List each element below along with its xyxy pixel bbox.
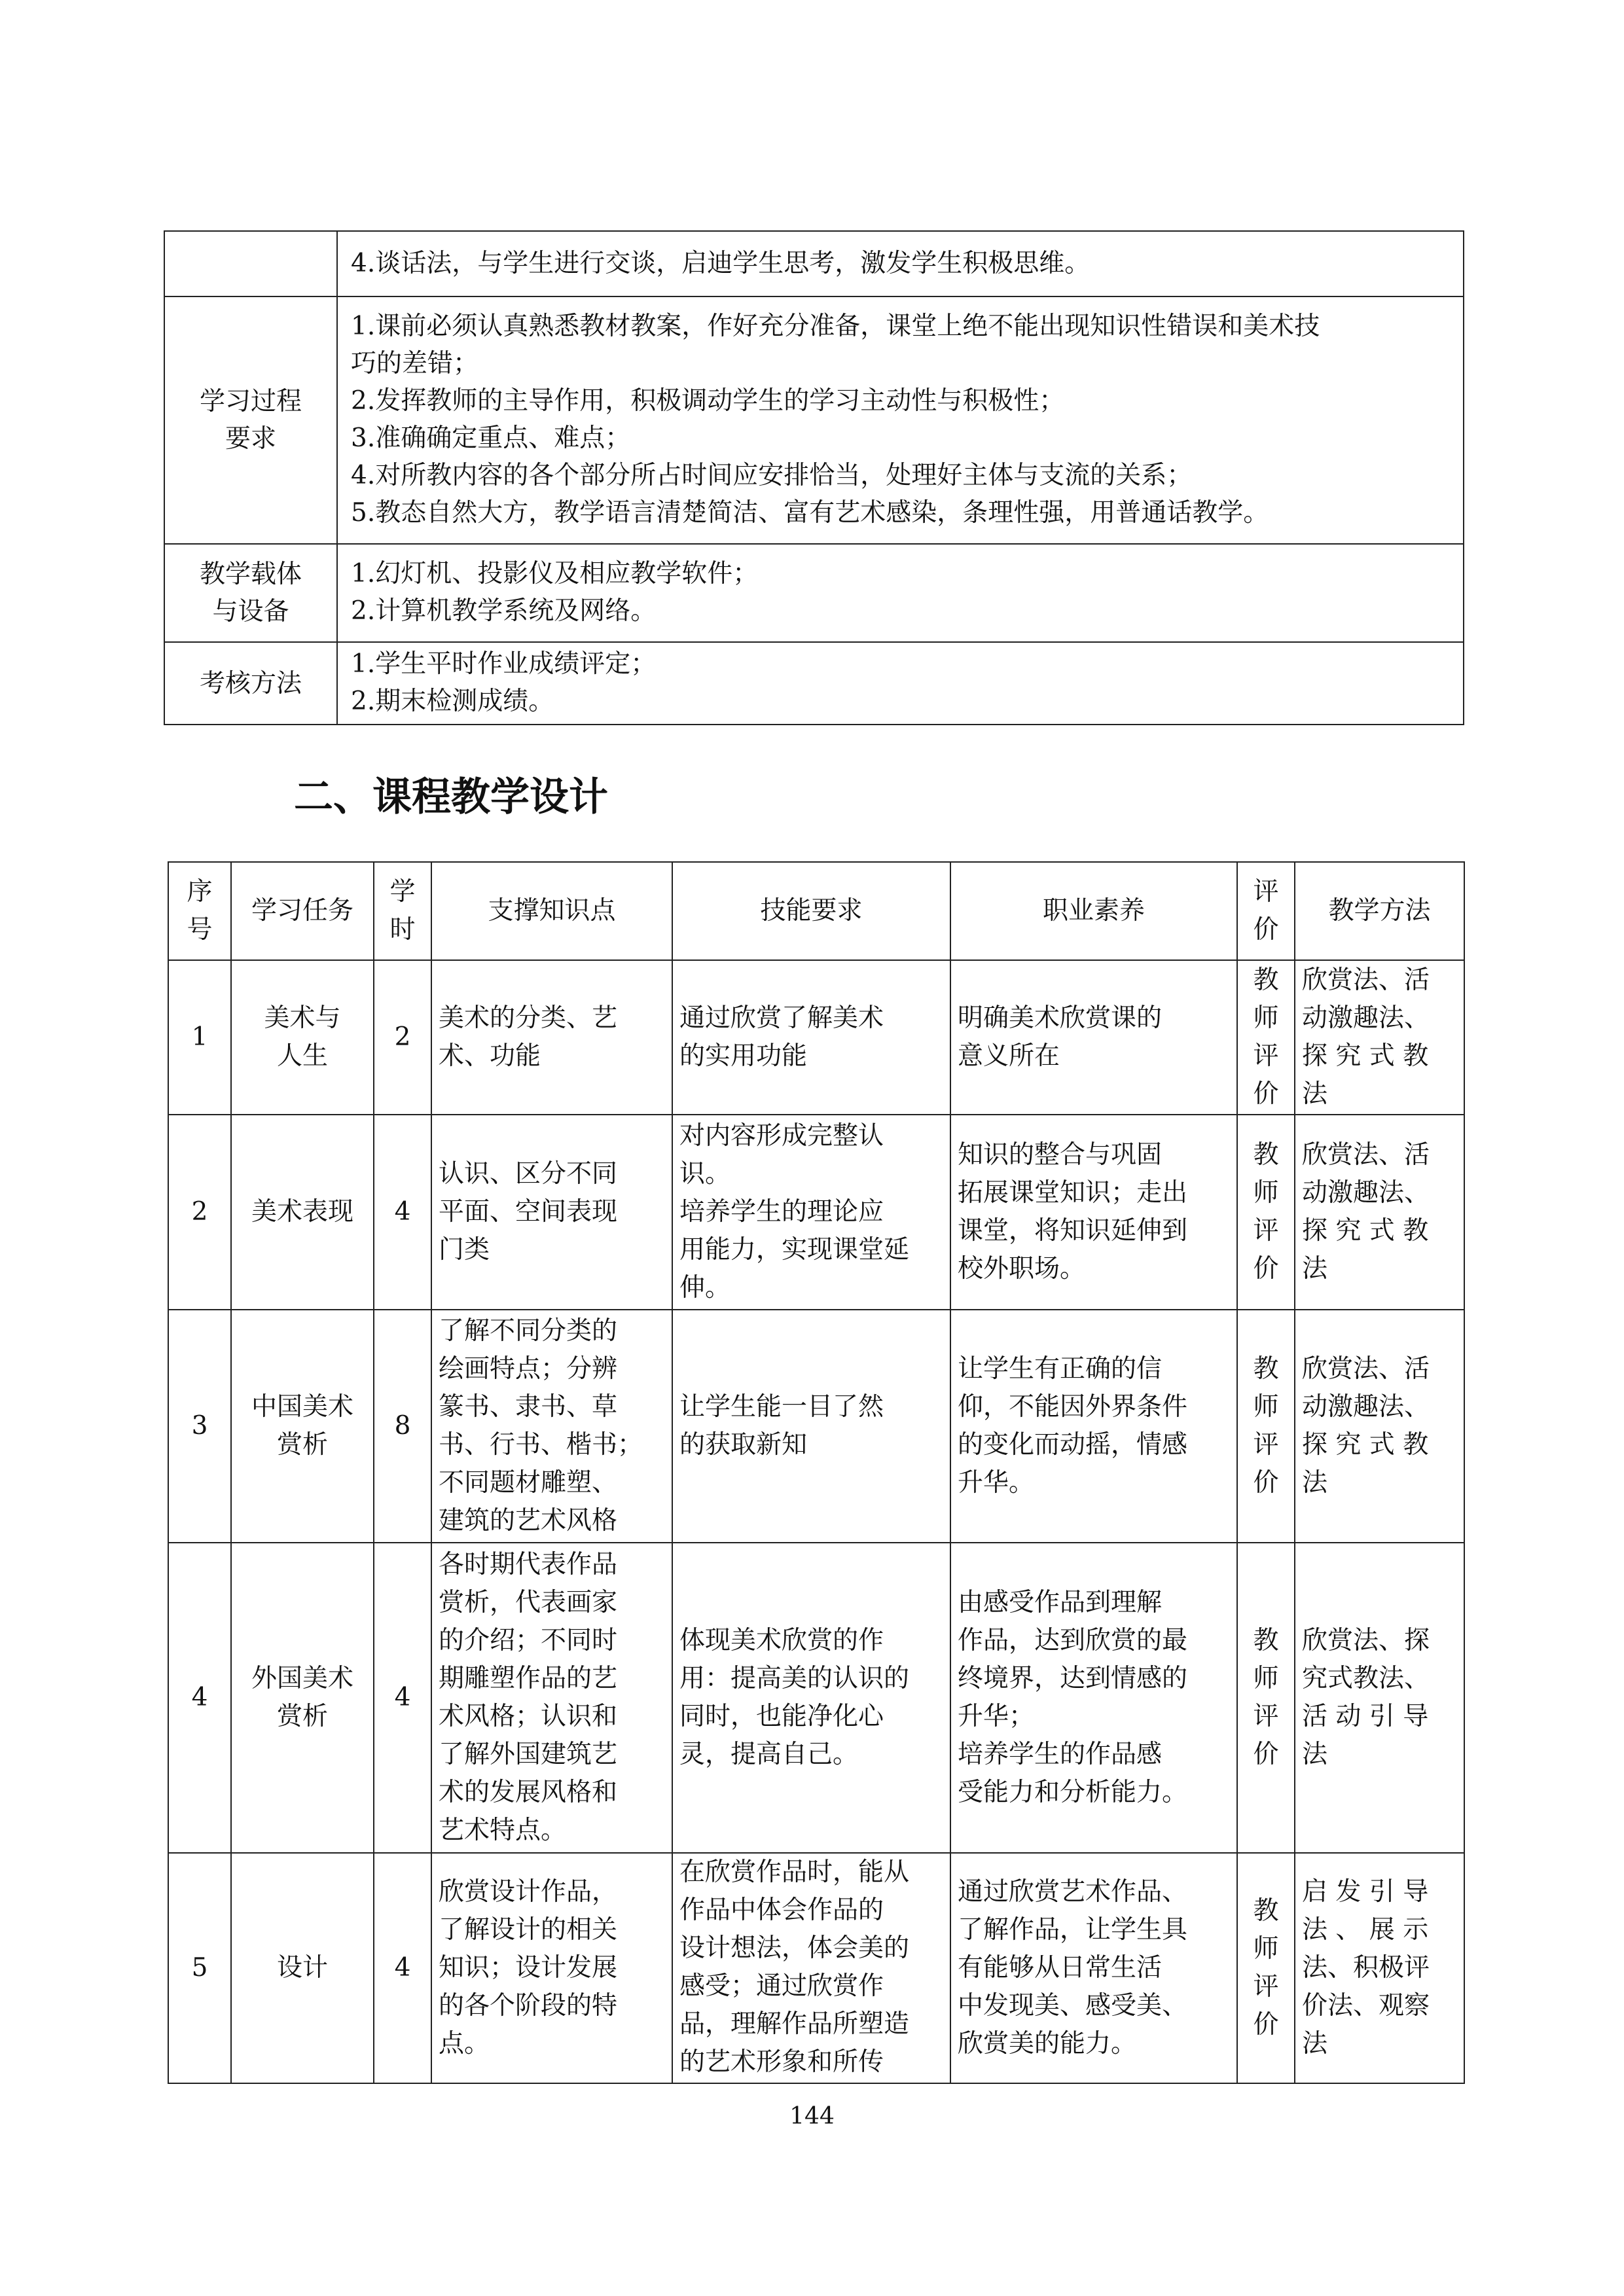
table-header-row bbox=[168, 862, 1464, 960]
table-row bbox=[164, 642, 1464, 725]
cell-line: 课堂，将知识延伸到 bbox=[958, 1216, 1188, 1246]
cell-method bbox=[1295, 1310, 1464, 1543]
cell-line: 作品，达到欣赏的最 bbox=[958, 1626, 1188, 1655]
cell-line: 人生 bbox=[276, 1041, 328, 1071]
cell-line: 通过欣赏了解美术 bbox=[679, 1003, 884, 1033]
cell-line: 赏析，代表画家 bbox=[439, 1588, 618, 1617]
cell-line: 平面、空间表现 bbox=[439, 1197, 618, 1227]
cell-line: 有能够从日常生活 bbox=[958, 1953, 1163, 1982]
cell-hours: 2 bbox=[374, 960, 431, 1115]
cell-seq: 1 bbox=[168, 960, 231, 1115]
cell-line: 了解外国建筑艺 bbox=[439, 1740, 618, 1769]
cell-line: 点。 bbox=[439, 2029, 490, 2058]
cell-line: 的介绍；不同时 bbox=[439, 1626, 618, 1655]
header-line: 号 bbox=[187, 915, 213, 944]
cell-seq: 4 bbox=[168, 1543, 231, 1853]
content-line: 1.幻灯机、投影仪及相应教学软件； bbox=[351, 559, 759, 588]
page-number: 144 bbox=[789, 2103, 835, 2130]
cell-line: 作品中体会作品的 bbox=[679, 1895, 884, 1925]
cell-method bbox=[1295, 1853, 1464, 2083]
cell-skill bbox=[672, 1115, 950, 1310]
table-row bbox=[164, 544, 1464, 642]
cell-line: 动激趣法、 bbox=[1302, 1003, 1430, 1033]
cell-line: 价 bbox=[1253, 2010, 1279, 2039]
cell-line: 让学生有正确的信 bbox=[958, 1354, 1163, 1384]
cell-line: 评 bbox=[1253, 1702, 1279, 1731]
cell-line: 美术与 bbox=[264, 1003, 341, 1033]
row-label bbox=[164, 231, 337, 296]
cell-line: 拓展课堂知识；走出 bbox=[958, 1178, 1188, 1208]
cell-task bbox=[231, 1853, 374, 2083]
cell-line: 设计想法，体会美的 bbox=[679, 1933, 910, 1963]
header-seq bbox=[168, 862, 231, 960]
label-line: 学习过程 bbox=[199, 387, 302, 416]
cell-line: 动激趣法、 bbox=[1302, 1392, 1430, 1422]
cell-line: 美术表现 bbox=[251, 1197, 353, 1227]
cell-line: 探 究 式 教 bbox=[1302, 1430, 1429, 1460]
row-label bbox=[164, 544, 337, 642]
cell-line: 知识；设计发展 bbox=[439, 1953, 618, 1982]
cell-hours: 4 bbox=[374, 1543, 431, 1853]
cell-literacy bbox=[950, 1310, 1237, 1543]
cell-line: 了解作品，让学生具 bbox=[958, 1915, 1188, 1945]
cell-task bbox=[231, 1543, 374, 1853]
content-line: 1.课前必须认真熟悉教材教案，作好充分准备，课堂上绝不能出现知识性错误和美术技 bbox=[351, 312, 1320, 341]
cell-line: 美术的分类、艺 bbox=[439, 1003, 618, 1033]
cell-line: 培养学生的理论应 bbox=[679, 1197, 884, 1227]
cell-line: 意义所在 bbox=[958, 1041, 1060, 1071]
cell-literacy bbox=[950, 960, 1237, 1115]
cell-line: 在欣赏作品时，能从 bbox=[679, 1857, 910, 1887]
cell-knowledge bbox=[431, 1853, 672, 2083]
cell-line: 究式教法、 bbox=[1302, 1664, 1430, 1693]
cell-line: 同时，也能净化心 bbox=[679, 1702, 884, 1731]
content-line: 2.发挥教师的主导作用，积极调动学生的学习主动性与积极性； bbox=[351, 386, 1065, 416]
course-design-table bbox=[168, 861, 1465, 2084]
cell-line: 知识的整合与巩固 bbox=[958, 1140, 1163, 1170]
cell-line: 的实用功能 bbox=[679, 1041, 808, 1071]
cell-line: 识。 bbox=[679, 1159, 731, 1189]
header-knowledge: 支撑知识点 bbox=[431, 862, 672, 960]
cell-literacy bbox=[950, 1543, 1237, 1853]
cell-line: 活 动 引 导 bbox=[1302, 1702, 1429, 1731]
row-content bbox=[337, 296, 1464, 544]
content-line: 1.学生平时作业成绩评定； bbox=[351, 649, 657, 679]
cell-line: 设计 bbox=[276, 1953, 328, 1982]
header-line: 评 bbox=[1253, 877, 1279, 906]
table-row bbox=[168, 1310, 1464, 1543]
label-line: 要求 bbox=[225, 424, 276, 454]
cell-line: 对内容形成完整认 bbox=[679, 1121, 884, 1151]
cell-line: 师 bbox=[1253, 1003, 1279, 1033]
cell-knowledge bbox=[431, 960, 672, 1115]
cell-line: 用：提高美的认识的 bbox=[679, 1664, 910, 1693]
cell-hours: 4 bbox=[374, 1115, 431, 1310]
cell-knowledge bbox=[431, 1115, 672, 1310]
cell-line: 探 究 式 教 bbox=[1302, 1216, 1429, 1246]
cell-line: 术风格；认识和 bbox=[439, 1702, 618, 1731]
cell-line: 培养学生的作品感 bbox=[958, 1740, 1163, 1769]
cell-line: 教 bbox=[1253, 1140, 1279, 1170]
cell-line: 师 bbox=[1253, 1392, 1279, 1422]
cell-line: 教 bbox=[1253, 1354, 1279, 1384]
cell-line: 价 bbox=[1253, 1254, 1279, 1283]
cell-line: 赏析 bbox=[276, 1702, 328, 1731]
cell-seq: 2 bbox=[168, 1115, 231, 1310]
content-line: 巧的差错； bbox=[351, 349, 479, 378]
cell-knowledge bbox=[431, 1310, 672, 1543]
cell-line: 术、功能 bbox=[439, 1041, 541, 1071]
cell-line: 由感受作品到理解 bbox=[958, 1588, 1163, 1617]
header-eval bbox=[1237, 862, 1295, 960]
header-line: 序 bbox=[187, 877, 213, 906]
cell-method bbox=[1295, 1115, 1464, 1310]
table-row bbox=[168, 1115, 1464, 1310]
table-row bbox=[168, 960, 1464, 1115]
table-row bbox=[164, 231, 1464, 296]
content-line: 2.期末检测成绩。 bbox=[351, 687, 554, 716]
cell-eval bbox=[1237, 1853, 1295, 2083]
cell-line: 探 究 式 教 bbox=[1302, 1041, 1429, 1071]
content-line: 4.对所教内容的各个部分所占时间应安排恰当，处理好主体与支流的关系； bbox=[351, 461, 1193, 490]
cell-hours: 8 bbox=[374, 1310, 431, 1543]
cell-line: 认识、区分不同 bbox=[439, 1159, 618, 1189]
header-line: 学 bbox=[389, 877, 416, 906]
row-content bbox=[337, 544, 1464, 642]
cell-eval bbox=[1237, 960, 1295, 1115]
cell-literacy bbox=[950, 1115, 1237, 1310]
cell-line: 用能力，实现课堂延 bbox=[679, 1235, 910, 1265]
cell-skill bbox=[672, 1853, 950, 2083]
cell-line: 艺术特点。 bbox=[439, 1816, 567, 1845]
table-row bbox=[164, 296, 1464, 544]
cell-line: 价法、观察 bbox=[1302, 1991, 1430, 2020]
cell-hours: 4 bbox=[374, 1853, 431, 2083]
cell-line: 法 bbox=[1302, 1468, 1328, 1498]
content-line: 5.教态自然大方，教学语言清楚简洁、富有艺术感染，条理性强，用普通话教学。 bbox=[351, 498, 1269, 528]
header-method: 教学方法 bbox=[1295, 862, 1464, 960]
header-task: 学习任务 bbox=[231, 862, 374, 960]
cell-line: 伸。 bbox=[679, 1273, 731, 1302]
cell-line: 师 bbox=[1253, 1178, 1279, 1208]
cell-line: 价 bbox=[1253, 1079, 1279, 1109]
cell-line: 绘画特点；分辨 bbox=[439, 1354, 618, 1384]
header-line: 时 bbox=[389, 915, 416, 944]
cell-line: 的变化而动摇，情感 bbox=[958, 1430, 1188, 1460]
cell-line: 仰，不能因外界条件 bbox=[958, 1392, 1188, 1422]
cell-skill bbox=[672, 1543, 950, 1853]
cell-eval bbox=[1237, 1310, 1295, 1543]
cell-line: 欣赏法、探 bbox=[1302, 1626, 1430, 1655]
cell-line: 价 bbox=[1253, 1740, 1279, 1769]
header-literacy: 职业素养 bbox=[950, 862, 1237, 960]
table-row bbox=[168, 1853, 1464, 2083]
cell-line: 了解不同分类的 bbox=[439, 1316, 618, 1346]
row-label: 考核方法 bbox=[164, 642, 337, 725]
cell-line: 教 bbox=[1253, 1626, 1279, 1655]
cell-line: 教 bbox=[1253, 965, 1279, 995]
cell-line: 书、行书、楷书； bbox=[439, 1430, 643, 1460]
row-content bbox=[337, 231, 1464, 296]
cell-knowledge bbox=[431, 1543, 672, 1853]
section-heading: 二、课程教学设计 bbox=[294, 774, 608, 820]
cell-line: 感受；通过欣赏作 bbox=[679, 1971, 884, 2001]
cell-line: 的获取新知 bbox=[679, 1430, 808, 1460]
cell-line: 法、积极评 bbox=[1302, 1953, 1430, 1982]
cell-line: 校外职场。 bbox=[958, 1254, 1086, 1283]
row-content bbox=[337, 642, 1464, 725]
cell-line: 门类 bbox=[439, 1235, 490, 1265]
cell-method bbox=[1295, 1543, 1464, 1853]
cell-task bbox=[231, 1115, 374, 1310]
cell-line: 启 发 引 导 bbox=[1302, 1877, 1429, 1907]
cell-line: 法 bbox=[1302, 1740, 1328, 1769]
cell-line: 灵，提高自己。 bbox=[679, 1740, 859, 1769]
cell-line: 受能力和分析能力。 bbox=[958, 1778, 1188, 1807]
content-line: 2.计算机教学系统及网络。 bbox=[351, 596, 657, 626]
cell-line: 品，理解作品所塑造 bbox=[679, 2009, 910, 2039]
cell-line: 师 bbox=[1253, 1664, 1279, 1693]
design-table-body bbox=[168, 960, 1464, 2083]
cell-line: 中发现美、感受美、 bbox=[958, 1991, 1188, 2020]
cell-line: 评 bbox=[1253, 1041, 1279, 1071]
cell-line: 法 、 展 示 bbox=[1302, 1915, 1429, 1945]
cell-task bbox=[231, 1310, 374, 1543]
cell-line: 让学生能一目了然 bbox=[679, 1392, 884, 1422]
cell-line: 欣赏法、活 bbox=[1302, 1354, 1430, 1384]
label-line: 与设备 bbox=[212, 597, 289, 626]
cell-line: 明确美术欣赏课的 bbox=[958, 1003, 1163, 1033]
cell-line: 了解设计的相关 bbox=[439, 1915, 618, 1945]
cell-line: 欣赏设计作品， bbox=[439, 1877, 618, 1907]
cell-literacy bbox=[950, 1853, 1237, 2083]
cell-line: 各时期代表作品 bbox=[439, 1550, 618, 1579]
header-hours bbox=[374, 862, 431, 960]
content-line: 4.谈话法，与学生进行交谈，启迪学生思考，激发学生积极思维。 bbox=[351, 248, 1091, 278]
teaching-requirements-table bbox=[164, 230, 1464, 725]
cell-line: 升华。 bbox=[958, 1468, 1035, 1498]
row-label bbox=[164, 296, 337, 544]
cell-eval bbox=[1237, 1115, 1295, 1310]
cell-line: 师 bbox=[1253, 1934, 1279, 1964]
cell-line: 赏析 bbox=[276, 1430, 328, 1460]
cell-line: 动激趣法、 bbox=[1302, 1178, 1430, 1208]
cell-line: 法 bbox=[1302, 2029, 1328, 2058]
cell-skill bbox=[672, 960, 950, 1115]
content-line: 3.准确确定重点、难点； bbox=[351, 423, 631, 453]
cell-line: 欣赏美的能力。 bbox=[958, 2029, 1137, 2058]
cell-line: 通过欣赏艺术作品、 bbox=[958, 1877, 1188, 1907]
cell-skill bbox=[672, 1310, 950, 1543]
cell-seq: 5 bbox=[168, 1853, 231, 2083]
label-line: 教学载体 bbox=[199, 560, 302, 589]
cell-method bbox=[1295, 960, 1464, 1115]
table-row bbox=[168, 1543, 1464, 1853]
cell-task bbox=[231, 960, 374, 1115]
cell-line: 评 bbox=[1253, 1430, 1279, 1460]
cell-eval bbox=[1237, 1543, 1295, 1853]
cell-line: 价 bbox=[1253, 1468, 1279, 1498]
cell-line: 法 bbox=[1302, 1079, 1328, 1109]
cell-line: 升华； bbox=[958, 1702, 1035, 1731]
cell-line: 终境界，达到情感的 bbox=[958, 1664, 1188, 1693]
cell-line: 的各个阶段的特 bbox=[439, 1991, 618, 2020]
cell-line: 术的发展风格和 bbox=[439, 1778, 618, 1807]
cell-line: 欣赏法、活 bbox=[1302, 1140, 1430, 1170]
cell-line: 体现美术欣赏的作 bbox=[679, 1626, 884, 1655]
cell-line: 教 bbox=[1253, 1896, 1279, 1926]
cell-line: 篆书、隶书、草 bbox=[439, 1392, 618, 1422]
cell-seq: 3 bbox=[168, 1310, 231, 1543]
cell-line: 评 bbox=[1253, 1972, 1279, 2001]
header-line: 价 bbox=[1253, 915, 1279, 944]
cell-line: 法 bbox=[1302, 1254, 1328, 1283]
cell-line: 欣赏法、活 bbox=[1302, 965, 1430, 995]
cell-line: 不同题材雕塑、 bbox=[439, 1468, 618, 1498]
header-skill: 技能要求 bbox=[672, 862, 950, 960]
cell-line: 的艺术形象和所传 bbox=[679, 2047, 884, 2077]
cell-line: 外国美术 bbox=[251, 1664, 353, 1693]
cell-line: 期雕塑作品的艺 bbox=[439, 1664, 618, 1693]
cell-line: 评 bbox=[1253, 1216, 1279, 1246]
cell-line: 建筑的艺术风格 bbox=[439, 1506, 618, 1535]
cell-line: 中国美术 bbox=[251, 1392, 353, 1422]
